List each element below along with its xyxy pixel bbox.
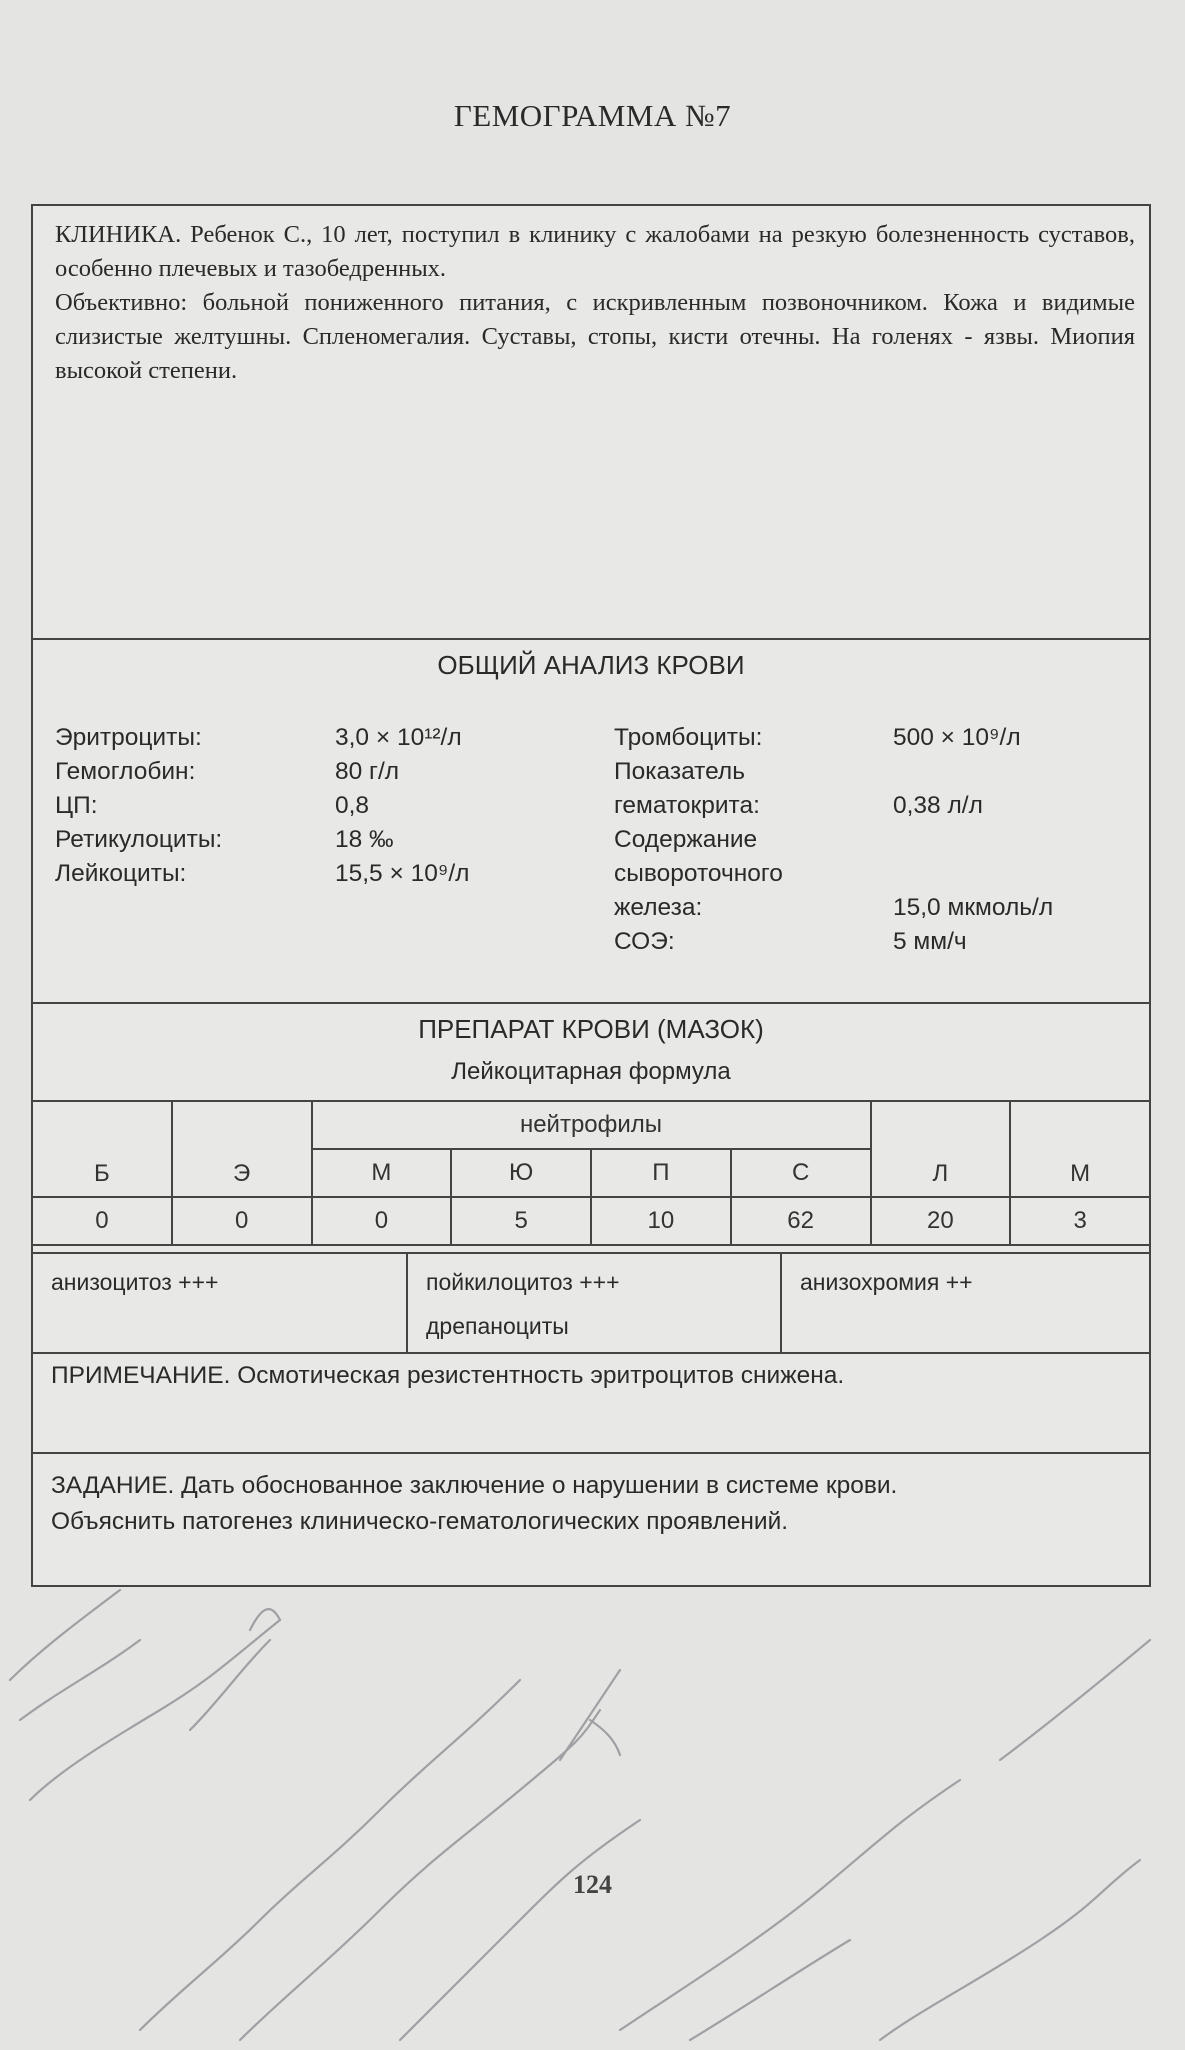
- value-cell: 62: [731, 1197, 871, 1245]
- anisochromia-text: анизохромия ++: [800, 1269, 973, 1295]
- cbc-label: гематокрита:: [614, 792, 760, 819]
- cbc-value: 0,38 л/л: [893, 792, 983, 819]
- header-cell: М: [1010, 1101, 1150, 1197]
- task-line: Объяснить патогенез клиническо-гематологических проявлений.: [51, 1508, 789, 1535]
- clinic-objective: Объективно: больной пониженного питания, с искривленным позвоночником. Кожа и видимые слизистые желтушны. Спленомегалия. Суставы, стопы, кисти отечны. На голенях - язвы. Миопия высокой степени.: [55, 289, 1135, 384]
- hemogram-card: [31, 204, 1151, 1587]
- anisocytosis-text: анизоцитоз +++: [51, 1269, 219, 1295]
- cbc-value: 18 ‰: [335, 826, 394, 853]
- value-cell: 10: [591, 1197, 731, 1245]
- cbc-label: Эритроциты:: [55, 724, 202, 751]
- smear-subheading: Лейкоцитарная формула: [451, 1058, 731, 1085]
- morphology-row: [33, 1252, 1149, 1354]
- cbc-label: Ретикулоциты:: [55, 826, 223, 853]
- cbc-value: [893, 823, 1053, 857]
- header-cell: М: [312, 1149, 452, 1197]
- cbc-left-labels: [55, 721, 222, 891]
- cbc-heading: ОБЩИЙ АНАЛИЗ КРОВИ: [437, 650, 745, 680]
- cbc-right-labels: [614, 721, 783, 959]
- header-cell: Ю: [451, 1149, 591, 1197]
- clinic-complaint: КЛИНИКА. Ребенок С., 10 лет, поступил в клинику с жалобами на резкую болезненность суставов, особенно плечевых и тазобедренных.: [55, 221, 1135, 282]
- cbc-label: сывороточного: [614, 860, 783, 887]
- cbc-label: Лейкоциты:: [55, 860, 187, 887]
- anisocytosis-cell: [33, 1254, 408, 1352]
- value-cell: 5: [451, 1197, 591, 1245]
- cbc-value: 3,0 × 10¹²/л: [335, 724, 462, 751]
- cbc-value: [893, 755, 1053, 789]
- cbc-label: СОЭ:: [614, 928, 675, 955]
- header-cell: П: [591, 1149, 731, 1197]
- table-row: [32, 1197, 1150, 1245]
- cbc-label: Содержание: [614, 826, 758, 853]
- neutrophils-group-header: нейтрофилы: [312, 1101, 871, 1149]
- header-cell: Л: [871, 1101, 1011, 1197]
- poikilocytosis-text: пойкилоцитоз +++: [426, 1269, 620, 1295]
- value-cell: 0: [312, 1197, 452, 1245]
- smear-section: [33, 1004, 1149, 1252]
- cbc-value: [893, 857, 1053, 891]
- header-cell: Э: [172, 1101, 312, 1197]
- cbc-label: Тромбоциты:: [614, 724, 763, 751]
- value-cell: 0: [172, 1197, 312, 1245]
- cbc-label: ЦП:: [55, 792, 98, 819]
- cbc-value: 15,5 × 10⁹/л: [335, 860, 470, 887]
- smear-heading: ПРЕПАРАТ КРОВИ (МАЗОК): [418, 1014, 764, 1044]
- drepanocytes-text: дрепаноциты: [426, 1313, 569, 1339]
- cbc-value: 15,0 мкмоль/л: [893, 894, 1054, 921]
- cbc-value: 5 мм/ч: [893, 928, 967, 955]
- clinic-section: [33, 206, 1149, 640]
- cbc-section: [33, 640, 1149, 1004]
- cbc-value: 500 × 10⁹/л: [893, 724, 1021, 751]
- handwritten-scribbles: [0, 1560, 1185, 2050]
- anisochromia-cell: [782, 1254, 1149, 1352]
- value-cell: 3: [1010, 1197, 1150, 1245]
- poikilocytosis-cell: [408, 1254, 782, 1352]
- leukocyte-formula-table: [31, 1100, 1151, 1246]
- cbc-left-values: [335, 721, 469, 891]
- cbc-label: Показатель: [614, 758, 745, 785]
- cbc-label: железа:: [614, 894, 703, 921]
- cbc-label: Гемоглобин:: [55, 758, 196, 785]
- value-cell: 20: [871, 1197, 1011, 1245]
- cbc-value: 0,8: [335, 792, 370, 819]
- header-cell: Б: [32, 1101, 172, 1197]
- value-cell: 0: [32, 1197, 172, 1245]
- header-cell: С: [731, 1149, 871, 1197]
- cbc-right-values: [893, 721, 1053, 959]
- page-number: 124: [573, 1870, 612, 1899]
- task-line: ЗАДАНИЕ. Дать обоснованное заключение о нарушении в системе крови.: [51, 1472, 898, 1499]
- cbc-value: 80 г/л: [335, 758, 400, 785]
- note-section: ПРИМЕЧАНИЕ. Осмотическая резистентность эритроцитов снижена.: [33, 1354, 1149, 1454]
- page-title: ГЕМОГРАММА №7: [453, 98, 732, 133]
